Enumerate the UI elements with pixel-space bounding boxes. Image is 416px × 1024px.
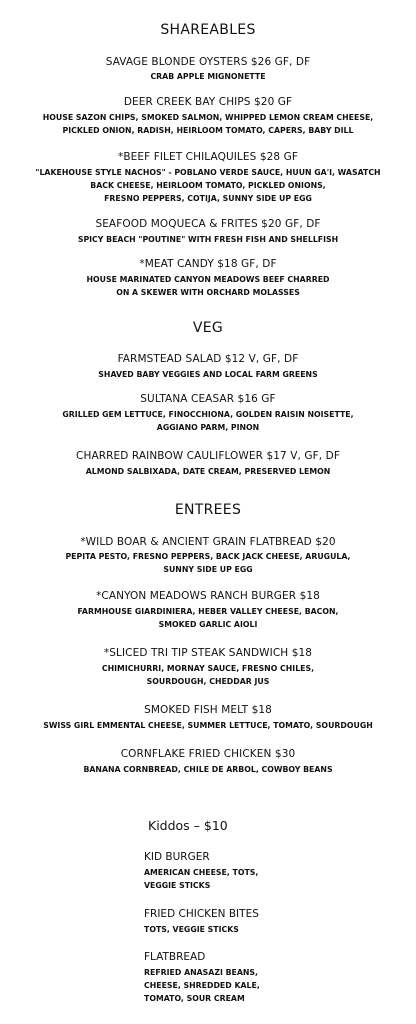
menu-item-title: *WILD BOAR & ANCIENT GRAIN FLATBREAD $20 <box>80 536 336 548</box>
menu-item-desc: FRESNO PEPPERS, COTIJA, SUNNY SIDE UP EGG <box>104 194 312 203</box>
section-heading-kids: Kiddos – $10 <box>148 818 228 833</box>
section-heading-entrees: ENTREES <box>174 502 242 518</box>
menu-item-desc: FARMHOUSE GIARDINIERA, HEBER VALLEY CHEESE, BACON, <box>77 607 339 616</box>
menu-item-desc: SUNNY SIDE UP EGG <box>163 565 253 574</box>
menu-item-desc: PICKLED ONION, RADISH, HEIRLOOM TOMATO, CAPERS, BABY DILL <box>62 126 354 135</box>
menu-item-title: SAVAGE BLONDE OYSTERS $26 GF, DF <box>105 56 311 68</box>
kids-item-title: KID BURGER <box>144 851 210 863</box>
menu-item-desc: HOUSE MARINATED CANYON MEADOWS BEEF CHARRED <box>86 275 330 284</box>
kids-item-desc: TOMATO, SOUR CREAM <box>144 994 245 1003</box>
kids-item-desc: TOTS, VEGGIE STICKS <box>144 925 239 934</box>
menu-item-title: CHARRED RAINBOW CAULIFLOWER $17 V, GF, DF <box>76 450 340 462</box>
menu-item-title: SULTANA CEASAR $16 GF <box>140 393 276 405</box>
menu-item-desc: ALMOND SALBIXADA, DATE CREAM, PRESERVED LEMON <box>85 467 331 476</box>
menu-item-desc: "LAKEHOUSE STYLE NACHOS" - POBLANO VERDE SAUCE, HUUN GA'I, WASATCH <box>35 168 381 177</box>
menu-item-title: SEAFOOD MOQUECA & FRITES $20 GF, DF <box>95 218 321 230</box>
menu-item-desc: CHIMICHURRI, MORNAY SAUCE, FRESNO CHILES, <box>101 664 315 673</box>
menu-item-desc: GRILLED GEM LETTUCE, FINOCCHIONA, GOLDEN RAISIN NOISETTE, <box>62 410 354 419</box>
menu-item-desc: BACK CHEESE, HEIRLOOM TOMATO, PICKLED ONIONS, <box>90 181 326 190</box>
kids-item-desc: CHEESE, SHREDDED KALE, <box>144 981 260 990</box>
kids-item-title: FLATBREAD <box>144 951 206 963</box>
kids-item-desc: AMERICAN CHEESE, TOTS, <box>144 868 259 877</box>
menu-item-title: *MEAT CANDY $18 GF, DF <box>139 258 277 270</box>
section-heading-veg: VEG <box>192 320 224 336</box>
menu-item-title: CORNFLAKE FRIED CHICKEN $30 <box>120 748 296 760</box>
menu-item-title: *BEEF FILET CHILAQUILES $28 GF <box>118 151 298 163</box>
kids-item-title: FRIED CHICKEN BITES <box>144 908 259 920</box>
menu-item-title: *SLICED TRI TIP STEAK SANDWICH $18 <box>103 647 313 659</box>
menu-item-desc: SMOKED GARLIC AIOLI <box>158 620 258 629</box>
section-heading-shareables: SHAREABLES <box>160 22 256 38</box>
menu-item-desc: AGGIANO PARM, PINON <box>156 423 260 432</box>
kids-item-desc: VEGGIE STICKS <box>144 881 211 890</box>
menu-item-desc: SOURDOUGH, CHEDDAR JUS <box>146 677 270 686</box>
menu-item-title: *CANYON MEADOWS RANCH BURGER $18 <box>96 590 320 602</box>
menu-item-desc: PEPITA PESTO, FRESNO PEPPERS, BACK JACK CHEESE, ARUGULA, <box>65 552 351 561</box>
menu-item-desc: SPICY BEACH "POUTINE" WITH FRESH FISH AND SHELLFISH <box>77 235 339 244</box>
menu-item-desc: HOUSE SAZON CHIPS, SMOKED SALMON, WHIPPED LEMON CREAM CHEESE, <box>42 113 374 122</box>
menu-item-title: SMOKED FISH MELT $18 <box>144 704 272 716</box>
kids-item-desc: REFRIED ANASAZI BEANS, <box>144 968 258 977</box>
menu-item-desc: SHAVED BABY VEGGIES AND LOCAL FARM GREENS <box>98 370 318 379</box>
menu-item-desc: CRAB APPLE MIGNONETTE <box>150 72 266 81</box>
menu-item-desc: SWISS GIRL EMMENTAL CHEESE, SUMMER LETTUCE, TOMATO, SOURDOUGH <box>43 721 373 730</box>
menu-item-desc: ON A SKEWER WITH ORCHARD MOLASSES <box>116 288 300 297</box>
menu-item-title: DEER CREEK BAY CHIPS $20 GF <box>123 96 293 108</box>
menu-item-title: FARMSTEAD SALAD $12 V, GF, DF <box>117 353 299 365</box>
menu-item-desc: BANANA CORNBREAD, CHILE DE ARBOL, COWBOY BEANS <box>83 765 333 774</box>
